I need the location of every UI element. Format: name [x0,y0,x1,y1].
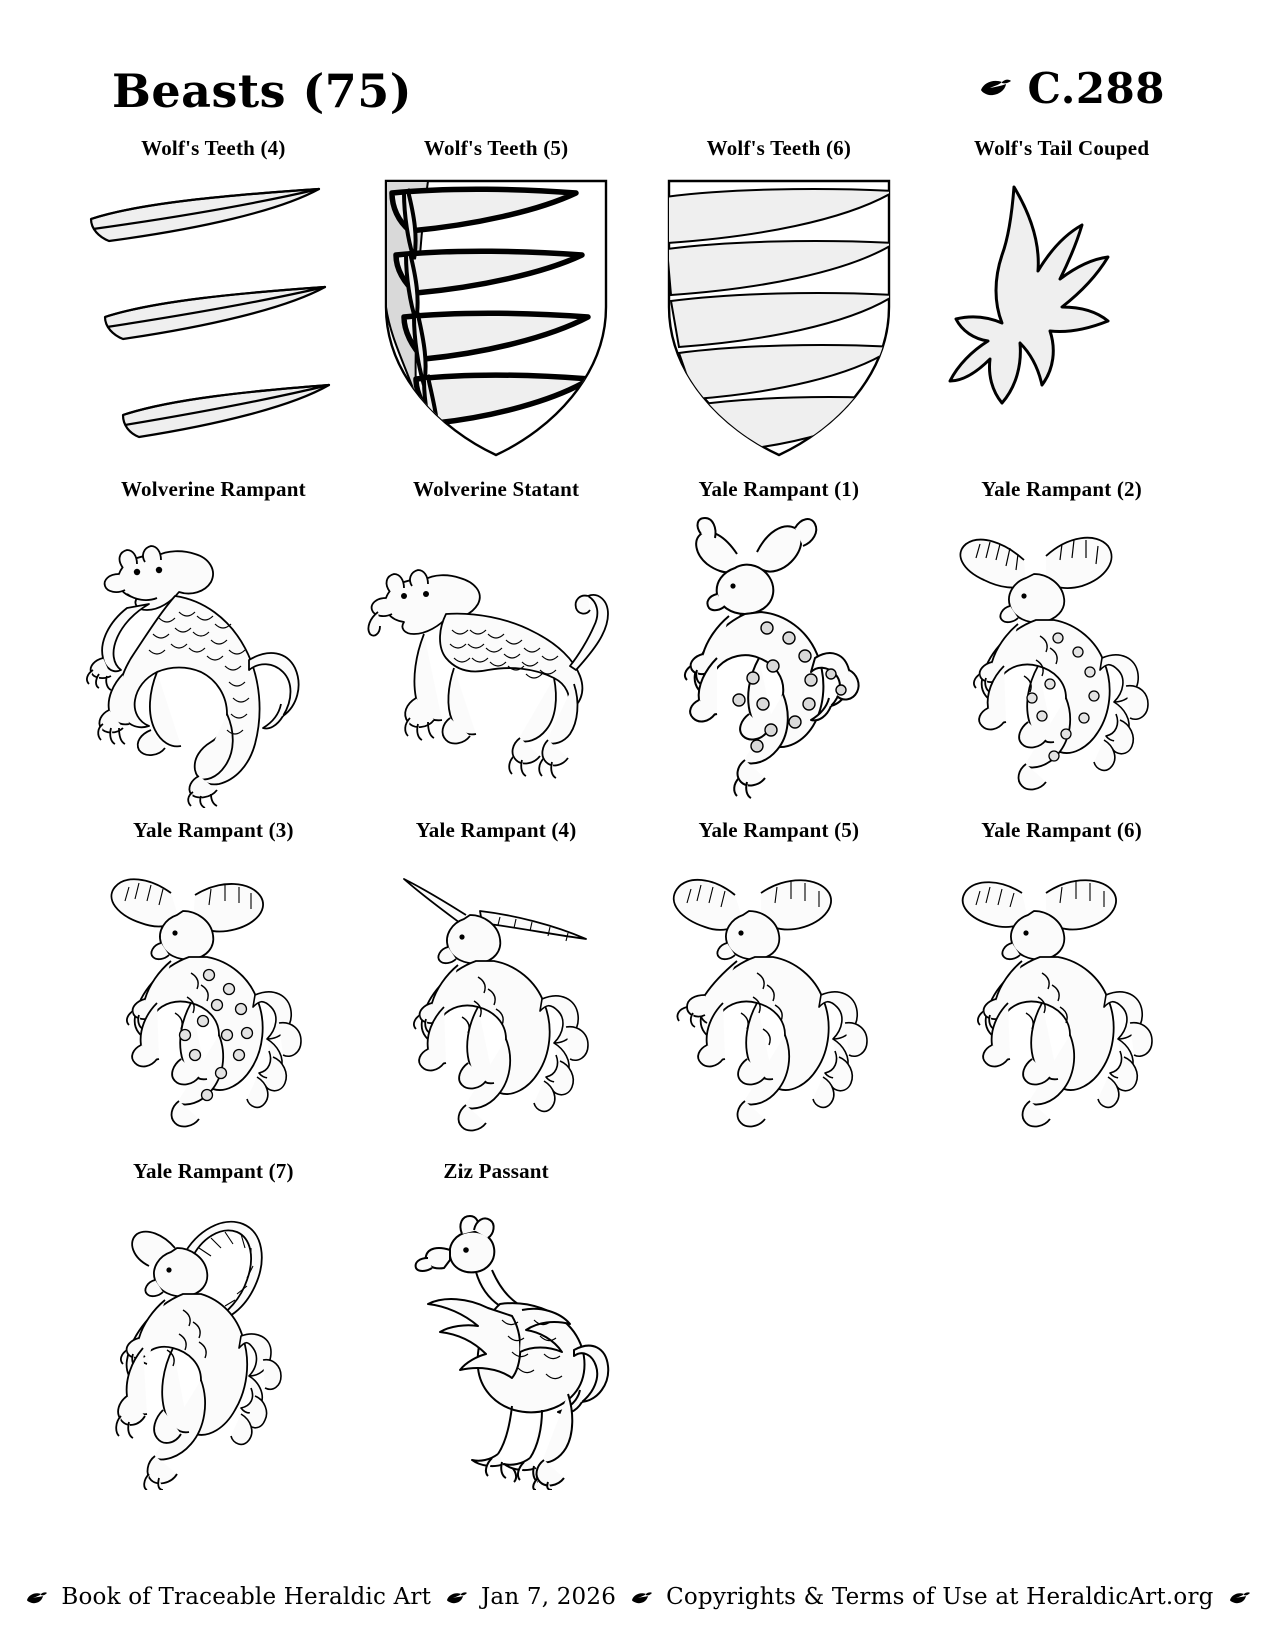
leaf-icon [630,1588,652,1606]
yale-rampant-7-art [79,1190,347,1490]
plate-wolfs-teeth-6 [638,136,921,467]
plate-label: Wolf's Teeth (5) [423,136,569,160]
wolverine-statant-art [362,508,630,808]
leaf-icon [1228,1588,1250,1606]
yale-rampant-1-art [645,508,913,808]
wolfs-tail-couped-art [928,167,1196,467]
plate-label: Wolf's Teeth (4) [141,136,286,160]
plate-wolverine-rampant [72,477,355,808]
plate-label: Yale Rampant (2) [981,477,1142,501]
yale-rampant-4-art [362,849,630,1149]
plate-label: Yale Rampant (4) [415,818,577,842]
plate-label: Wolverine Rampant [120,477,306,501]
plate-wolfs-teeth-4 [72,136,355,467]
plate-label: Yale Rampant (7) [133,1159,294,1183]
page-header [72,0,1203,120]
page-code-group [978,64,1165,120]
plate-label: Wolf's Teeth (6) [706,136,852,160]
plate-yale-rampant-1 [638,477,921,808]
footer-book-title: Book of Traceable Heraldic Art [61,1584,432,1610]
plate-label: Wolverine Statant [413,477,580,501]
plate-wolfs-tail-couped [920,136,1203,467]
leaf-icon [445,1588,467,1606]
plate-label: Yale Rampant (5) [698,818,860,842]
leaf-icon [25,1588,47,1606]
wolfs-teeth-5-art [362,167,630,467]
yale-rampant-3-art [79,849,347,1149]
plate-yale-rampant-3 [72,818,355,1149]
footer-terms[interactable]: Copyrights & Terms of Use at HeraldicArt.org [666,1584,1214,1610]
plate-yale-rampant-7 [72,1159,355,1490]
plate-wolfs-teeth-5 [355,136,638,467]
plate-yale-rampant-5 [638,818,921,1149]
footer-date: Jan 7, 2026 [481,1584,617,1610]
plate-label: Yale Rampant (6) [981,818,1142,842]
plate-ziz-passant [355,1159,638,1490]
plate-label: Ziz Passant [443,1159,549,1183]
wolverine-rampant-art [79,508,347,808]
page-code: C.288 [1027,64,1165,113]
ziz-passant-art [362,1190,630,1490]
wolfs-teeth-4-art [79,167,347,467]
plate-yale-rampant-4 [355,818,638,1149]
yale-rampant-5-art [645,849,913,1149]
plate-yale-rampant-6 [920,818,1203,1149]
plate-yale-rampant-2 [920,477,1203,808]
plate-label: Yale Rampant (1) [698,477,860,501]
page-footer [0,1584,1275,1610]
plate-label: Yale Rampant (3) [133,818,294,842]
page-title: Beasts (75) [112,64,413,118]
plate-wolverine-statant [355,477,638,808]
plate-label: Wolf's Tail Couped [974,136,1150,160]
yale-rampant-2-art [928,508,1196,808]
wolfs-teeth-6-art [645,167,913,467]
leaf-icon [978,76,1012,102]
yale-rampant-6-art [928,849,1196,1149]
plate-grid [72,136,1203,1490]
